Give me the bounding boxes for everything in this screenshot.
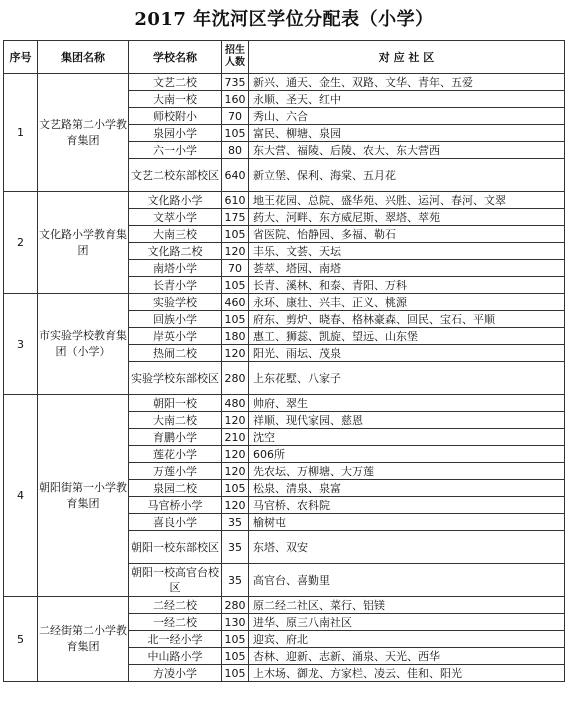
quota-cell: 105 — [222, 226, 249, 243]
school-cell: 文萃小学 — [129, 209, 222, 226]
school-cell: 泉园二校 — [129, 480, 222, 497]
community-cell: 阳光、雨坛、茂泉 — [249, 345, 565, 362]
page-title: 2017 年沈河区学位分配表（小学） — [134, 9, 434, 30]
table-row — [4, 74, 565, 91]
quota-cell: 640 — [222, 159, 249, 192]
header-quota: 招生人数 — [222, 41, 249, 74]
group-name-cell: 文化路小学教育集团 — [38, 192, 129, 294]
community-cell: 东大营、福陵、后陵、农大、东大营西 — [249, 142, 565, 159]
quota-cell: 105 — [222, 125, 249, 142]
quota-cell: 70 — [222, 260, 249, 277]
community-cell: 606所 — [249, 446, 565, 463]
quota-cell: 105 — [222, 277, 249, 294]
community-cell: 药大、河畔、东方威尼斯、翠塔、萃苑 — [249, 209, 565, 226]
school-cell: 一经二校 — [129, 614, 222, 631]
table-row — [4, 597, 565, 614]
header-no: 序号 — [4, 41, 38, 74]
community-cell: 杏林、迎新、志新、涌泉、天光、西华 — [249, 648, 565, 665]
community-cell: 祥顺、现代家园、慈恩 — [249, 412, 565, 429]
header-community: 对 应 社 区 — [249, 41, 565, 74]
community-cell: 富民、柳塘、泉园 — [249, 125, 565, 142]
quota-cell: 480 — [222, 395, 249, 412]
quota-cell: 105 — [222, 665, 249, 682]
school-cell: 方凌小学 — [129, 665, 222, 682]
quota-cell: 160 — [222, 91, 249, 108]
school-cell: 大南三校 — [129, 226, 222, 243]
school-cell: 莲花小学 — [129, 446, 222, 463]
school-cell: 岸英小学 — [129, 328, 222, 345]
table-row — [4, 294, 565, 311]
school-cell: 大南二校 — [129, 412, 222, 429]
school-cell: 六一小学 — [129, 142, 222, 159]
community-cell: 马官桥、农科院 — [249, 497, 565, 514]
community-cell: 新立堡、保利、海棠、五月花 — [249, 159, 565, 192]
group-name-cell: 二经街第二小学教育集团 — [38, 597, 129, 682]
community-cell: 永环、康壮、兴丰、正义、桃源 — [249, 294, 565, 311]
community-cell: 进华、原三八南社区 — [249, 614, 565, 631]
allocation-table — [3, 40, 565, 682]
school-cell: 实验学校东部校区 — [129, 362, 222, 395]
community-cell: 高官台、喜勤里 — [249, 564, 565, 597]
quota-cell: 120 — [222, 497, 249, 514]
school-cell: 北一经小学 — [129, 631, 222, 648]
community-cell: 帅府、翠生 — [249, 395, 565, 412]
community-cell: 上木场、御龙、方家栏、凌云、佳和、阳光 — [249, 665, 565, 682]
school-cell: 中山路小学 — [129, 648, 222, 665]
quota-cell: 120 — [222, 345, 249, 362]
quota-cell: 175 — [222, 209, 249, 226]
community-cell: 榆树屯 — [249, 514, 565, 531]
school-cell: 泉园小学 — [129, 125, 222, 142]
table-row — [4, 395, 565, 412]
school-cell: 朝阳一校 — [129, 395, 222, 412]
school-cell: 热闹二校 — [129, 345, 222, 362]
group-no-cell: 5 — [4, 597, 38, 682]
quota-cell: 35 — [222, 514, 249, 531]
quota-cell: 180 — [222, 328, 249, 345]
school-cell: 马官桥小学 — [129, 497, 222, 514]
group-name-cell: 市实验学校教育集团（小学） — [38, 294, 129, 395]
school-cell: 文艺二校 — [129, 74, 222, 91]
community-cell: 长青、溪林、和泰、青阳、万科 — [249, 277, 565, 294]
quota-cell: 105 — [222, 480, 249, 497]
community-cell: 荟萃、塔园、南塔 — [249, 260, 565, 277]
community-cell: 先农坛、万柳塘、大万莲 — [249, 463, 565, 480]
quota-cell: 280 — [222, 362, 249, 395]
community-cell: 新兴、通天、金生、双路、文华、青年、五爱 — [249, 74, 565, 91]
school-cell: 喜良小学 — [129, 514, 222, 531]
school-cell: 朝阳一校高官台校区 — [129, 564, 222, 597]
community-cell: 松泉、清泉、泉富 — [249, 480, 565, 497]
group-no-cell: 4 — [4, 395, 38, 597]
quota-cell: 610 — [222, 192, 249, 209]
quota-cell: 210 — [222, 429, 249, 446]
quota-cell: 105 — [222, 311, 249, 328]
group-name-cell: 文艺路第二小学教育集团 — [38, 74, 129, 192]
quota-cell: 105 — [222, 648, 249, 665]
community-cell: 上东花墅、八家子 — [249, 362, 565, 395]
group-no-cell: 2 — [4, 192, 38, 294]
school-cell: 朝阳一校东部校区 — [129, 531, 222, 564]
school-cell: 大南一校 — [129, 91, 222, 108]
school-cell: 长青小学 — [129, 277, 222, 294]
school-cell: 师校附小 — [129, 108, 222, 125]
header-group: 集团名称 — [38, 41, 129, 74]
table-row — [4, 192, 565, 209]
group-no-cell: 3 — [4, 294, 38, 395]
group-name-cell: 朝阳街第一小学教育集团 — [38, 395, 129, 597]
quota-cell: 120 — [222, 446, 249, 463]
quota-cell: 735 — [222, 74, 249, 91]
school-cell: 文化路二校 — [129, 243, 222, 260]
quota-cell: 105 — [222, 631, 249, 648]
school-cell: 回族小学 — [129, 311, 222, 328]
community-cell: 原二经二社区、菜行、铝镁 — [249, 597, 565, 614]
school-cell: 万莲小学 — [129, 463, 222, 480]
community-cell: 省医院、怡静园、多福、勒石 — [249, 226, 565, 243]
school-cell: 南塔小学 — [129, 260, 222, 277]
school-cell: 文化路小学 — [129, 192, 222, 209]
quota-cell: 35 — [222, 531, 249, 564]
quota-cell: 130 — [222, 614, 249, 631]
community-cell: 秀山、六合 — [249, 108, 565, 125]
quota-cell: 120 — [222, 243, 249, 260]
quota-cell: 70 — [222, 108, 249, 125]
community-cell: 东塔、双安 — [249, 531, 565, 564]
quota-cell: 35 — [222, 564, 249, 597]
school-cell: 二经二校 — [129, 597, 222, 614]
community-cell: 沈空 — [249, 429, 565, 446]
community-cell: 惠工、狮蕊、凯旋、望远、山东堡 — [249, 328, 565, 345]
quota-cell: 80 — [222, 142, 249, 159]
school-cell: 育鹏小学 — [129, 429, 222, 446]
community-cell: 府东、剪炉、晓春、格林豪森、回民、宝石、平顺 — [249, 311, 565, 328]
quota-cell: 280 — [222, 597, 249, 614]
community-cell: 迎宾、府北 — [249, 631, 565, 648]
quota-cell: 460 — [222, 294, 249, 311]
community-cell: 永顺、圣天、红中 — [249, 91, 565, 108]
school-cell: 实验学校 — [129, 294, 222, 311]
quota-cell: 120 — [222, 463, 249, 480]
quota-cell: 120 — [222, 412, 249, 429]
header-school: 学校名称 — [129, 41, 222, 74]
school-cell: 文艺二校东部校区 — [129, 159, 222, 192]
community-cell: 地王花园、总院、盛华苑、兴胜、运河、春河、文翠 — [249, 192, 565, 209]
group-no-cell: 1 — [4, 74, 38, 192]
community-cell: 丰乐、文荟、天坛 — [249, 243, 565, 260]
